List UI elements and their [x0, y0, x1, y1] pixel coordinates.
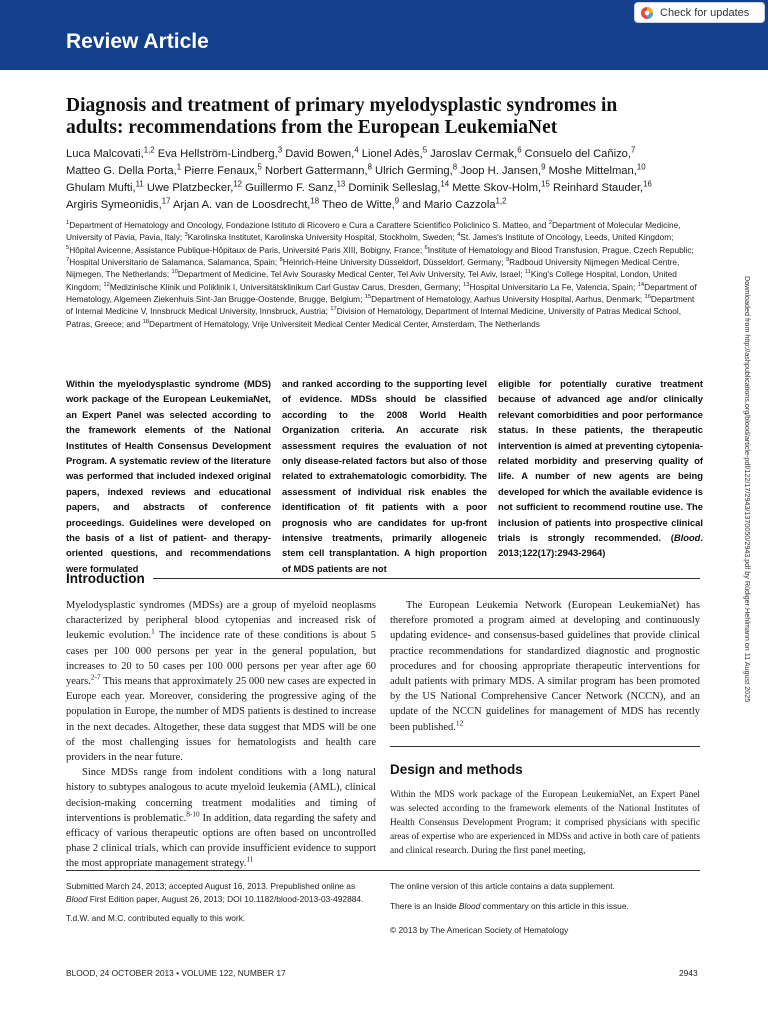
abstract-column-2: and ranked according to the supporting level of evidence. MDSs should be classified according to the 2008 World Health Organization criteria. An accurate risk assessment requires the evaluation of not only disease-related factors but also of those related to extrahematologic comorbidity. The assessment of individual risk enables the identification of fit patients with a poor prognosis who are candidates for up-front intensive treatments, primarily allogeneic stem cell transplantation. A high proportion of MDS patients are not [282, 378, 487, 574]
footnote-divider [66, 870, 700, 871]
supplement-footnote: The online version of this article contains a data supplement. There is an Inside Blood commentary on this article in this issue. © 2013 by The American Society of Hematology [390, 881, 629, 935]
affiliations: $^1$Department of Hematology and Oncology, Fondazione Istituto di Ricovero e Cura a Carattere Scientifico Policlinico S. Matteo, and $^2$Department of Molecular Medicine, University of Pavia, Pavia, Italy; $^3$Karolinska Institutet, Karolinska University Hospital, Stockholm, Sweden; $^4$St. James's Institute of Oncology, Leeds, United Kingdom; $^5$Hôpital Avicenne, Assistance Publique-Hôpitaux de Paris, Université Paris XIII, Bobigny, France; $^6$Institute of Hematology and Blood Transfusion, Prague, Czech Republic; $^7$Hospital Universitario de Salamanca, Salamanca, Spain; $^8$Heinrich-Heine University Düsseldorf, Düsseldorf, Germany; $^9$Radboud University Nijmegen Medical Centre, Nijmegen, The Netherlands; $^{10}$Department of Medicine, Tel Aviv Sourasky Medical Center, Tel Aviv University, Tel Aviv, Israel; $^{11}$King's College Hospital, London, United Kingdom; $^{12}$Medizinische Klinik und Poliklinik I, Universitätsklinikum Carl Gustav Carus, Dresden, Germany; $^{13}$Hospital Universitario La Fe, Valencia, Spain; $^{14}$Department of Hematology, Algemeen Ziekenhuis Sint-Jan Brugge-Oostende, Brugge, Belgium; $^{15}$Department of Hematology, Aarhus University Hospital, Aarhus, Denmark; $^{16}$Department of Internal Medicine V, Innsbruck Medical University, Innsbruck, Austria; $^{17}$Division of Hematology, Department of Internal Medicine, University of Patras Medical School, Patras, Greece; and $^{18}$Department of Hematology, Vrije Universiteit Medical Center Medical Center, Amsterdam, The Netherlands [66, 220, 697, 329]
methods-text: Within the MDS work package of the European LeukemiaNet, an Expert Panel was selected according to the framework elements of the National Institutes of Health Consensus Development Program; it comprised physicians with specific areas of expertise who are experienced in MDSs and active in both care of patients and clinical research. During the first panel meeting, [390, 790, 700, 856]
check-updates-label: Check for updates [660, 6, 750, 19]
introduction-right-column: The European Leukemia Network (European LeukemiaNet) has therefore promoted a program aimed at developing and continuously updating evidence- and consensus-based guidelines that provide clinical practice recommendations for standardized diagnostic and prognostic procedures and for choosing appropriate therapeutic interventions for adult patients with primary MDS. A similar program has been promoted by the US National Comprehensive Cancer Network (NCCN), and an update of the NCCN guidelines for management of MDS has recently been published.$^{12}$ [390, 600, 700, 733]
download-notice: Downloaded from http://ashpublications.org/blood/article-pdf/122/17/2943/1370050/2943.pdf by Rüdiger Hehlmann on 11 August 2025 [743, 276, 752, 703]
download-sidebar [742, 276, 762, 756]
submission-footnote: Submitted March 24, 2013; accepted August 16, 2013. Prepublished online as Blood First Edition paper, August 26, 2013; DOI 10.1182/blood-2013-03-492884. T.d.W. and M.C. contributed equally to this work. [66, 881, 364, 923]
methods-heading [390, 762, 523, 777]
author-list: Luca Malcovati,$^{1,2}$ Eva Hellström-Lindberg,$^3$ David Bowen,$^4$ Lionel Adès,$^5$ Jaroslav Cermak,$^6$ Consuelo del Cañizo,$^7$ Matteo G. Della Porta,$^1$ Pierre Fenaux,$^5$ Norbert Gattermann,$^8$ Ulrich Germing,$^8$ Joop H. Jansen,$^9$ Moshe Mittelman,$^{10}$ Ghulam Mufti,$^{11}$ Uwe Platzbecker,$^{12}$ Guillermo F. Sanz,$^{13}$ Dominik Selleslag,$^{14}$ Mette Skov-Holm,$^{15}$ Reinhard Stauder,$^{16}$ Argiris Symeonidis,$^{17}$ Arjan A. van de Loosdrecht,$^{18}$ Theo de Witte,$^9$ and Mario Cazzola$^{1,2}$ [66, 145, 652, 211]
introduction-left-column: Myelodysplastic syndromes (MDSs) are a group of myeloid neoplasms characterized by peripheral blood cytopenias and increased risk of leukemic evolution.$^1$ The incidence rate of these conditions is about 5 cases per 100 000 persons per year in the general population, but increases to 20 to 50 cases per 100 000 persons per year after age 60 years.$^{2-7}$ This means that approximately 25 000 new cases are expected in Europe each year. Moreover, considering the progressive aging of the population in Europe, the number of MDS patients is destined to increase in the next decades. Altogether, these data suggest that MDS will be one of the most challenging issues for hematologists and health care providers in the near future. Since MDSs range from indolent conditions with a long natural history to subtypes analogous to acute myeloid leukemia (AML), clinical decision-making concerning treatment modalities and timing of interventions is problematic.$^{8-10}$ In addition, data regarding the safety and efficacy of various therapeutic options are often based on uncontrolled phase 2 clinical trials, which can provide insufficient evidence to support the most appropriate management strategy.$^{11}$ [66, 600, 376, 870]
section-divider [390, 746, 700, 747]
introduction-heading [66, 571, 700, 586]
check-for-updates-button[interactable] [634, 2, 765, 23]
page-number: 2943 [679, 968, 698, 978]
abstract-column-3: eligible for potentially curative treatment because of advanced age and/or clinically relevant comorbidities and poor performance status. In these patients, the therapeutic intervention is aimed at preventing cytopenia-related morbidity and preserving quality of life. A number of new agents are being developed for which the available evidence is not sufficient to recommend routine use. The inclusion of patients into prospective clinical trials is strongly recommended. (Blood. 2013;122(17):2943-2964) [498, 378, 703, 559]
article-type-label: Review Article [66, 30, 209, 53]
methods-heading-text: Design and methods [390, 762, 523, 777]
journal-footer: BLOOD, 24 OCTOBER 2013 • VOLUME 122, NUMBER 17 [66, 968, 286, 978]
abstract-column-1: Within the myelodysplastic syndrome (MDS) work package of the European LeukemiaNet, an Expert Panel was selected according to the framework elements of the National Institutes of Health Consensus Development Program. A systematic review of the literature was performed that included indexed original papers, indexed reviews and educational papers, and abstracts of conference proceedings. Guidelines were developed on the basis of a list of patient- and therapy-oriented questions, and recommendations were formulated [66, 378, 271, 574]
introduction-heading-text: Introduction [66, 571, 145, 586]
check-updates-icon [640, 6, 654, 20]
heading-rule [153, 578, 700, 579]
article-title: Diagnosis and treatment of primary myelodysplastic syndromes in adults: recommendations from the European LeukemiaNet [66, 95, 618, 138]
